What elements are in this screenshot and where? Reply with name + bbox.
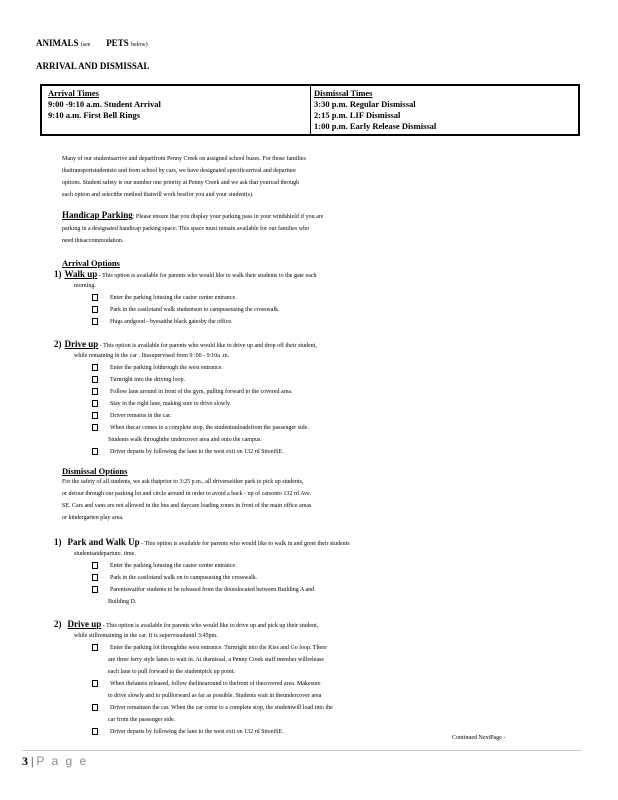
drive-up-dismissal-option: 2) Drive up - This option is available for parents who would like to drive up and pick up their student, [54,619,319,629]
list-item: Stay in the right lane, making sure to drive slowly. [92,398,562,410]
list-item: Driver remains in the car. [92,410,562,422]
list-item: Parentswaitfor students to be released from the doorslocated between Building A and [92,584,562,596]
animals-heading: ANIMALS (see PETS below) [36,38,148,48]
list-item: Park in the castlotand walk on to campususing the crosswalk. [92,572,562,584]
list-item: Enter the parking lotthrough the west entrance. [92,362,562,374]
drive-up-dismissal-bullets [92,642,572,738]
list-item: to drive slowly and to pullforward as far as possible. Students wait in theundercover area [108,693,322,699]
drive-up-cont: while remaining in the car . Itissupervised from 9 :00 - 9:10a .m. [74,353,230,359]
list-item: are three ferry style lanes to wait in. At dismissal, a Penny Creek staff member willrelease [108,657,324,663]
list-item: Follow lane around in front of the gym, pulling forward to the covered area. [92,386,562,398]
list-item: Hugs andgood - byesatthe black gatesby the office. [92,316,280,328]
page-label: P a g e [36,754,89,768]
list-item: each lane to pull forward to the studentpick up point. [108,669,235,675]
list-item: Driver departs by following the lane to the west exit on 132 rd StreetSE. [92,446,562,458]
arrival-dismissal-heading: ARRIVAL AND DISMISSAL [36,61,150,71]
park-walk-bullets [92,560,562,608]
list-item: Enter the parking lot throughthe west entrance. Turnright into the Kiss and Go loop. There [92,642,572,654]
walk-up-cont: morning. [74,283,96,289]
list-item: Park in the castlotand walk studentson to campuseusing the crosswalk. [92,304,280,316]
park-walk-option: 1) Park and Walk Up - This option is available for parents who would like to walk in and greet their students [54,537,350,547]
list-item: Enter the parking lotusing the castor center entrance. [92,292,280,304]
list-item: Building D. [108,599,137,605]
arrival-options-title: Arrival Options [62,258,120,268]
park-walk-cont: studentsatdeparture. time. [74,551,136,557]
arrival-times-cell: Arrival Times 9:00 -9:10 a.m. Student Arrival 9:10 a.m. First Bell Rings [48,88,161,120]
list-item: Turnright into the driving loop. [92,374,562,386]
list-item: When thelaneis released, follow thelinearound to thefront of thecovered area. Makesure [92,678,572,690]
list-item: Driver departs by following the lane to the west exit on 132 rd StreetSE. [92,726,572,738]
list-item: Driver remainsin the car. When the car come to a complete stop, the studentwill load into the [92,702,572,714]
page-number: 3 [22,754,28,768]
list-item: Enter the parking lotusing the castor center entrance. [92,560,562,572]
drive-up-option: 2) Drive up - This option is available for parents who would like to drive up and drop off their student, [54,339,317,349]
walk-up-option: 1) Walk up - This option is available for parents who would like to walk their students to the gate each [54,269,317,279]
walk-up-bullets [92,292,280,328]
handicap-paragraph: Handicap Parking: Please ensure that you display your parking pass in your windshield if you are parking in a designated handicap parking space. This space must remain available for our families who need thisaccommodation. [62,210,324,244]
drive-up-dismissal-cont: while stillremaining in the car. It is supervisuduntil 3:45pm. [74,633,218,639]
continued-next-page: Continued NextPage - [452,735,506,741]
page-footer [22,754,88,769]
times-table [40,84,580,136]
dismissal-options-title: Dismissal Options [62,466,128,476]
dismissal-intro: For the safety of all students, we ask thatprior to 3:25 p.m., all driverseither park to pick up students, or detour through our parking lot and circle around in order to avoid a back - up of carsonto 132 rd Ave. SE. Cars and vans are not allowed in the bus and daycare loading zones in front of the main office areas or kindergarten play area. [62,479,312,521]
list-item: When thecar comes to a complete stop, the studentunloadsfrom the passenger side. [92,422,562,434]
page-separator: | [31,754,34,768]
intro-paragraph: Many of our studentsarrive and departfrom Penny Creek on assigned school buses. For those families thattransportstudentsto and from school by cars, we have designated specificarrival and departure options. Student safety is our number one priority at Penny Creek and we ask that yourcad through each option and selectthe method thatwill work bestfor you and your student(s). [62,156,306,198]
drive-up-bullets [92,362,562,458]
list-item: Students walk throughthe undercover area and onto the campus. [108,437,262,443]
dismissal-times-cell: Dismissal Times 3:30 p.m. Regular Dismissal 2:15 p.m. LIF Dismissal 1:00 p.m. Early Release Dismissal [314,88,437,131]
footer-rule [22,750,582,751]
list-item: car from the passenger side. [108,717,176,723]
